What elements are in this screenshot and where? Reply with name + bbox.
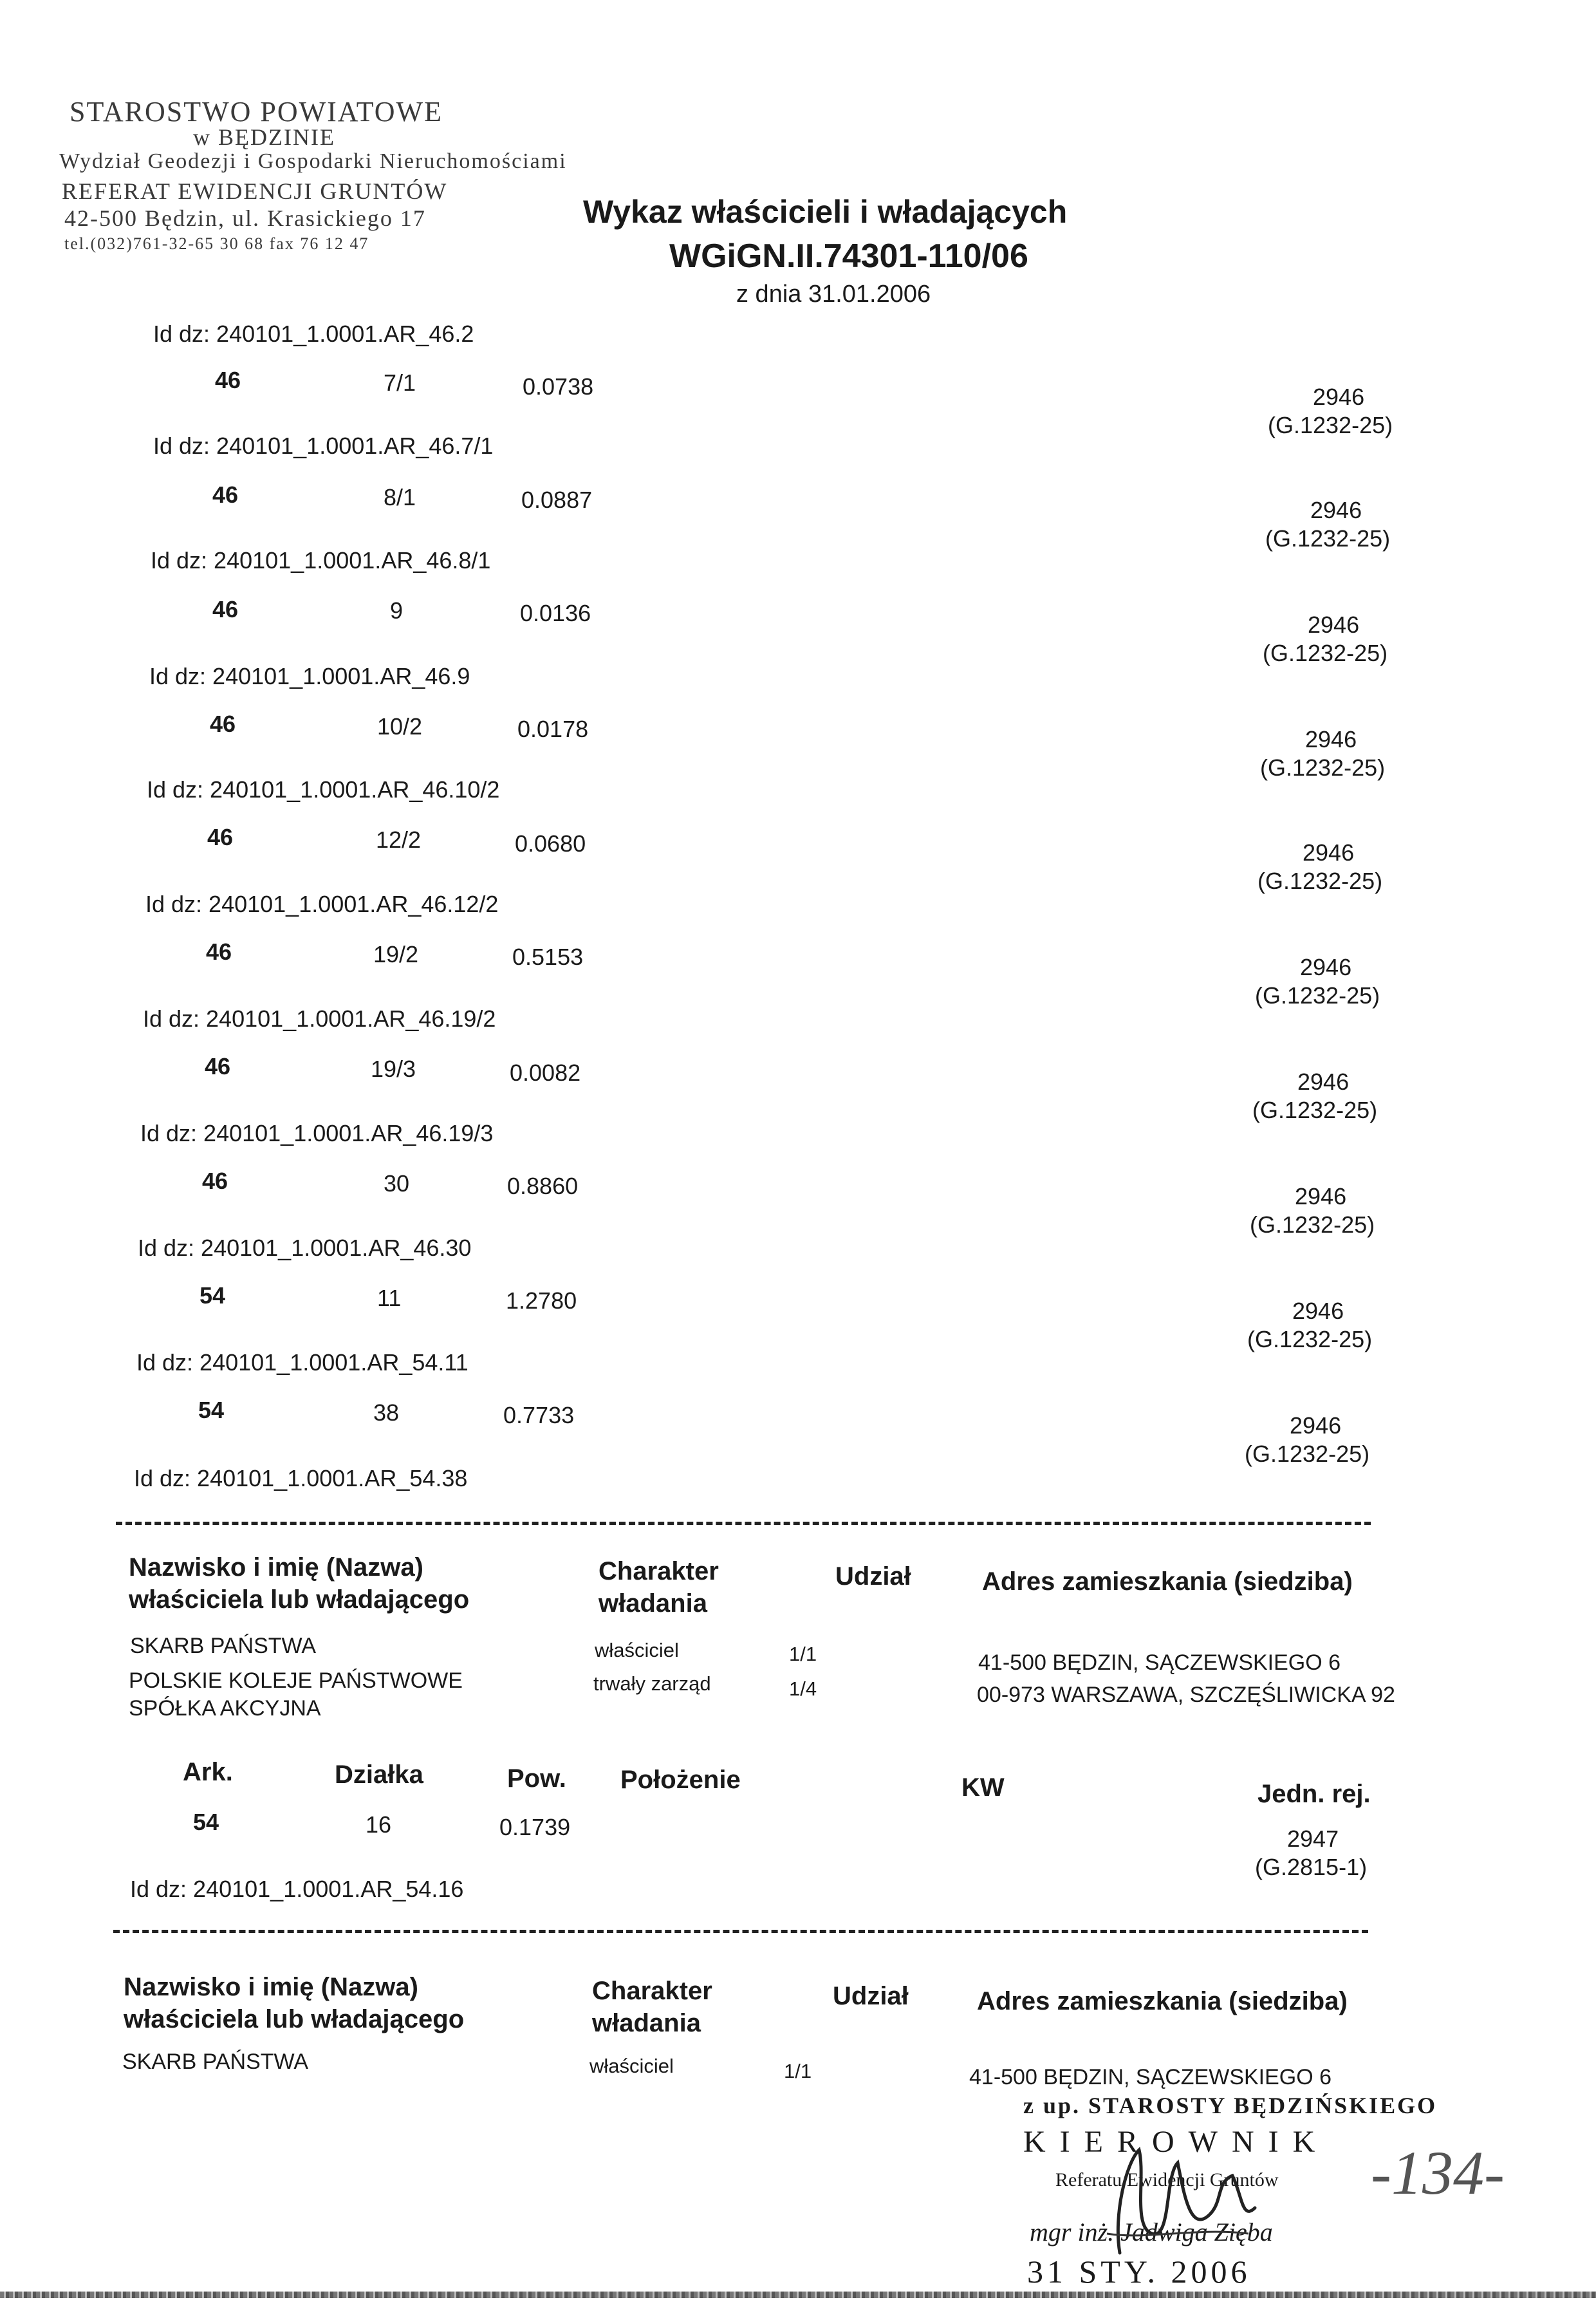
registry-unit-code: (G.1232-25) [1263, 640, 1388, 666]
owner-address: 41-500 BĘDZIN, SĄCZEWSKIEGO 6 [969, 2065, 1332, 2089]
parcel-id: Id dz: 240101_1.0001.AR_54.11 [136, 1349, 469, 1376]
parcel-id: Id dz: 240101_1.0001.AR_54.38 [134, 1465, 468, 1491]
registry-unit-number: 2946 [1303, 839, 1355, 866]
parcel-ark: 46 [215, 367, 241, 393]
area-header: Pow. [507, 1764, 566, 1793]
section-divider [116, 1522, 1371, 1525]
registry-unit-code: (G.2815-1) [1255, 1854, 1368, 1880]
land-register-header: KW [961, 1773, 1005, 1802]
parcel-ark: 46 [212, 596, 239, 622]
parcel-area: 0.0082 [510, 1060, 581, 1086]
registry-unit-code: (G.1232-25) [1245, 1441, 1370, 1467]
parcel-number: 7/1 [384, 369, 416, 396]
owner-name: POLSKIE KOLEJE PAŃSTWOWE SPÓŁKA AKCYJNA [129, 1668, 463, 1721]
official-stamp-title: KIEROWNIK [1023, 2125, 1330, 2159]
owner-address: 00-973 WARSZAWA, SZCZĘŚLIWICKA 92 [977, 1683, 1395, 1707]
ownership-type: właściciel [589, 2055, 674, 2077]
parcel-id: Id dz: 240101_1.0001.AR_46.19/3 [140, 1120, 494, 1146]
parcel-id: Id dz: 240101_1.0001.AR_46.10/2 [147, 776, 500, 803]
parcel-id: Id dz: 240101_1.0001.AR_46.19/2 [143, 1005, 496, 1032]
ownership-share: 1/4 [789, 1677, 817, 1700]
parcel-area: 0.8860 [507, 1173, 579, 1199]
registry-unit-number: 2946 [1295, 1183, 1347, 1209]
document-date: z dnia 31.01.2006 [736, 281, 931, 308]
registry-unit-code: (G.1232-25) [1260, 754, 1386, 781]
stamp-line-5: 42-500 Będzin, ul. Krasickiego 17 [64, 205, 426, 231]
stamp-line-6: tel.(032)761-32-65 30 68 fax 76 12 47 [64, 234, 369, 253]
parcel-number: 19/3 [371, 1056, 416, 1082]
owner-name: SKARB PAŃSTWA [122, 2050, 309, 2074]
registry-unit-number: 2946 [1308, 612, 1360, 638]
official-stamp-line-3: Referatu Ewidencji Gruntów [1055, 2169, 1279, 2190]
owner-name: SKARB PAŃSTWA [130, 1634, 317, 1658]
registry-unit-code: (G.1232-25) [1247, 1326, 1373, 1352]
registry-unit-number: 2947 [1287, 1826, 1339, 1852]
parcel-area: 0.7733 [503, 1402, 575, 1428]
parcel-area: 0.0136 [520, 600, 591, 626]
page-number-mark: -134- [1371, 2138, 1505, 2207]
registry-unit-number: 2946 [1310, 497, 1362, 523]
stamp-line-1: STAROSTWO POWIATOWE [70, 96, 443, 127]
registry-unit-number: 2946 [1297, 1069, 1350, 1095]
parcel-ark: 46 [202, 1168, 228, 1194]
owner-name-header: Nazwisko i imię (Nazwa) właściciela lub władającego [129, 1553, 470, 1614]
parcel-area: 0.0738 [523, 373, 594, 400]
registry-unit-number: 2946 [1292, 1298, 1344, 1324]
parcel-number: 11 [377, 1285, 402, 1311]
parcel-id: Id dz: 240101_1.0001.AR_46.8/1 [151, 547, 491, 574]
stamp-line-4: REFERAT EWIDENCJI GRUNTÓW [62, 178, 448, 204]
address-header: Adres zamieszkania (siedziba) [982, 1567, 1353, 1596]
parcel-ark: 46 [206, 939, 232, 965]
parcel-area: 1.2780 [506, 1287, 577, 1314]
official-stamp-name: mgr inż. Jadwiga Zięba [1030, 2218, 1273, 2246]
registry-unit-number: 2946 [1305, 726, 1357, 752]
registry-unit-code: (G.1232-25) [1257, 868, 1383, 894]
parcel-area: 0.0178 [517, 716, 589, 742]
registry-unit-code: (G.1232-25) [1265, 525, 1391, 552]
parcel-ark: 54 [193, 1809, 219, 1835]
parcel-number: 38 [373, 1399, 400, 1426]
owner-address: 41-500 BĘDZIN, SĄCZEWSKIEGO 6 [978, 1650, 1341, 1675]
parcel-number: 30 [384, 1170, 410, 1197]
registry-unit-number: 2946 [1300, 954, 1352, 980]
parcel-number: 9 [390, 597, 404, 624]
registry-unit-code: (G.1232-25) [1250, 1211, 1375, 1238]
stamp-line-2: w BĘDZINIE [193, 124, 335, 150]
signature-image [1094, 2137, 1261, 2272]
parcel-id-first: Id dz: 240101_1.0001.AR_46.2 [153, 321, 474, 347]
parcel-id: Id dz: 240101_1.0001.AR_46.9 [149, 663, 470, 689]
ownership-type: właściciel [595, 1639, 679, 1661]
parcel-ark: 46 [207, 824, 234, 850]
parcel-number: 16 [366, 1811, 392, 1838]
registry-unit-number: 2946 [1313, 384, 1365, 410]
scan-border [0, 2292, 1596, 2298]
sheet-header: Ark. [183, 1758, 233, 1786]
parcel-id: Id dz: 240101_1.0001.AR_54.16 [130, 1876, 464, 1902]
registry-unit-code: (G.1232-25) [1252, 1097, 1378, 1123]
parcel-area: 0.0680 [515, 830, 586, 857]
ownership-share: 1/1 [784, 2060, 812, 2082]
parcel-number: 10/2 [377, 713, 423, 740]
parcel-ark: 46 [205, 1053, 231, 1079]
document-title: Wykaz właścicieli i władających [583, 194, 1068, 230]
parcel-id: Id dz: 240101_1.0001.AR_46.7/1 [153, 433, 494, 459]
parcel-area: 0.0887 [521, 487, 593, 513]
ownership-share: 1/1 [789, 1643, 817, 1665]
parcel-ark: 46 [212, 481, 239, 508]
official-stamp-line-1: z up. STAROSTY BĘDZIŃSKIEGO [1023, 2093, 1438, 2118]
parcel-area: 0.1739 [499, 1814, 571, 1840]
ownership-type: trwały zarząd [593, 1672, 711, 1695]
parcel-number: 8/1 [384, 484, 416, 510]
owner-name-header: Nazwisko i imię (Nazwa) właściciela lub władającego [124, 1973, 465, 2033]
ownership-type-header: Charakter władania [598, 1557, 719, 1618]
registry-unit-header: Jedn. rej. [1257, 1780, 1371, 1808]
section-divider [113, 1930, 1368, 1933]
registry-unit-code: (G.1232-25) [1255, 982, 1380, 1009]
parcel-id: Id dz: 240101_1.0001.AR_46.30 [138, 1235, 472, 1261]
document-number: WGiGN.II.74301-110/06 [669, 238, 1028, 275]
parcel-ark: 54 [200, 1282, 226, 1309]
parcel-ark: 46 [210, 711, 236, 737]
share-header: Udział [833, 1982, 909, 2010]
parcel-header-label: Działka [335, 1760, 423, 1789]
address-header: Adres zamieszkania (siedziba) [977, 1987, 1348, 2015]
parcel-id: Id dz: 240101_1.0001.AR_46.12/2 [145, 891, 499, 917]
stamp-line-3: Wydział Geodezji i Gospodarki Nieruchomościami [59, 149, 567, 173]
parcel-ark: 54 [198, 1397, 225, 1423]
parcel-number: 12/2 [376, 826, 422, 853]
parcel-number: 19/2 [373, 941, 419, 967]
location-header: Położenie [620, 1766, 741, 1794]
registry-unit-number: 2946 [1290, 1412, 1342, 1439]
parcel-area: 0.5153 [512, 944, 584, 970]
ownership-type-header: Charakter władania [592, 1977, 712, 2037]
stamp-date: 31 STY. 2006 [1027, 2254, 1251, 2290]
share-header: Udział [835, 1562, 911, 1591]
registry-unit-code: (G.1232-25) [1268, 412, 1393, 438]
